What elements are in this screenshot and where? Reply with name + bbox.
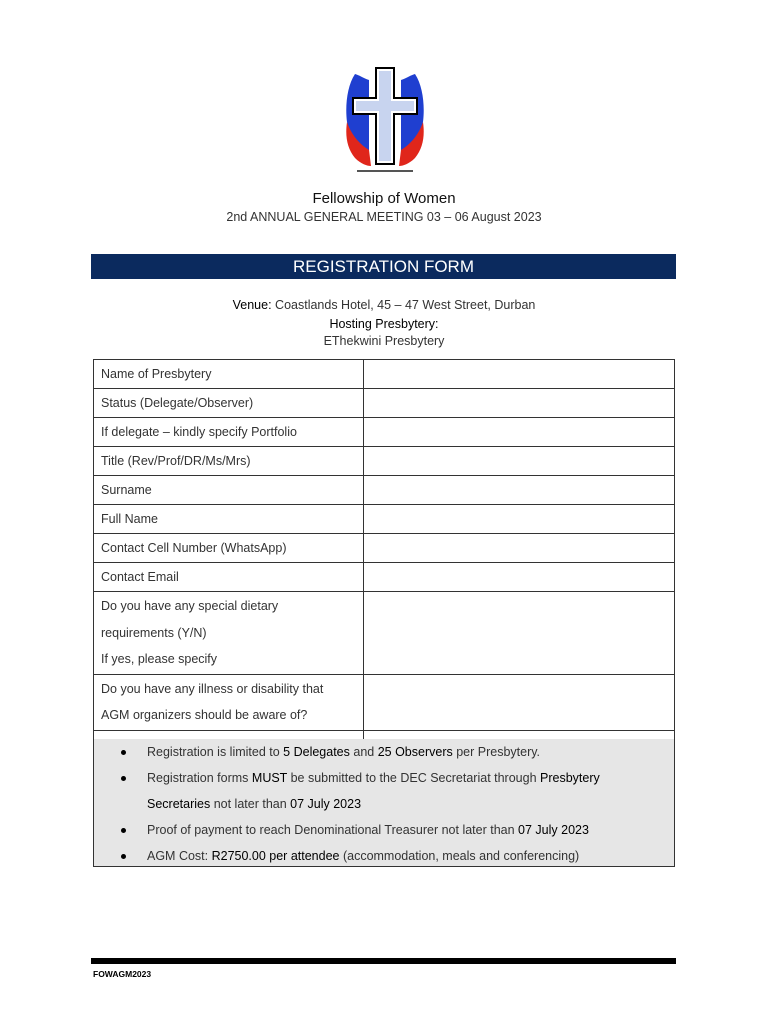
note-text: and [349, 745, 378, 759]
field-label-line: Do you have any illness or disability that [101, 681, 324, 696]
field-input-presbytery[interactable] [364, 360, 675, 389]
field-label-illness [94, 674, 364, 730]
note-emphasis: 07 July 2023 [290, 797, 362, 811]
field-label: Name of Presbytery [94, 360, 364, 389]
table-row [94, 534, 675, 563]
field-input-email[interactable] [364, 563, 675, 592]
field-input-title[interactable] [364, 447, 675, 476]
field-label-line: AGM organizers should be aware of? [101, 708, 308, 722]
table-row [94, 360, 675, 389]
note-item [94, 843, 674, 869]
table-row [94, 505, 675, 534]
registration-notes [93, 739, 675, 867]
venue-label: Venue: [232, 298, 272, 312]
note-text: Registration is limited to [147, 745, 284, 759]
table-row [94, 389, 675, 418]
table-row [94, 563, 675, 592]
venue-line [0, 298, 768, 312]
note-text: not later than [210, 797, 291, 811]
registration-table [93, 359, 675, 760]
field-input-portfolio[interactable] [364, 418, 675, 447]
footer-code: FOWAGM2023 [93, 969, 152, 979]
venue-value: Coastlands Hotel, 45 – 47 West Street, Durban [275, 298, 536, 312]
note-emphasis: 07 July 2023 [518, 823, 589, 837]
field-label-dietary [94, 592, 364, 675]
note-text: Proof of payment to reach Denominational Treasurer not later than [147, 823, 519, 837]
field-input-surname[interactable] [364, 476, 675, 505]
field-input-illness[interactable] [364, 674, 675, 730]
table-row [94, 592, 675, 675]
org-title: Fellowship of Women [312, 190, 456, 207]
note-text: AGM Cost: [147, 849, 212, 863]
field-label-line: requirements (Y/N) [101, 625, 207, 640]
note-emphasis: 5 Delegates [283, 745, 350, 759]
note-text: Registration forms [147, 771, 252, 785]
note-emphasis: Presbytery [540, 771, 600, 785]
agm-date-line: 2nd ANNUAL GENERAL MEETING 03 – 06 August 2023 [226, 210, 542, 224]
field-input-status[interactable] [364, 389, 675, 418]
hosting-value: EThekwini Presbytery [323, 334, 445, 348]
field-input-dietary[interactable] [364, 592, 675, 675]
note-text: (accommodation, meals and conferencing) [339, 849, 580, 863]
note-continuation [94, 791, 674, 817]
field-label-line: If yes, please specify [101, 652, 218, 666]
field-label: Status (Delegate/Observer) [94, 389, 364, 418]
table-row [94, 418, 675, 447]
note-emphasis: Secretaries [147, 797, 211, 811]
note-emphasis: MUST [251, 771, 288, 785]
form-banner: REGISTRATION FORM [91, 254, 676, 279]
hosting-label: Hosting Presbytery: [329, 317, 439, 331]
field-label: If delegate – kindly specify Portfolio [94, 418, 364, 447]
note-item [94, 739, 674, 765]
field-label: Title (Rev/Prof/DR/Ms/Mrs) [94, 447, 364, 476]
church-logo [343, 66, 427, 178]
footer-rule [91, 958, 676, 964]
table-row [94, 447, 675, 476]
note-text: per Presbytery. [452, 745, 541, 759]
note-emphasis: R2750.00 per attendee [211, 849, 340, 863]
field-label-line: Do you have any special dietary [101, 599, 279, 613]
field-label: Contact Email [94, 563, 364, 592]
note-emphasis: 25 Observers [377, 745, 453, 759]
table-row [94, 674, 675, 730]
field-label: Contact Cell Number (WhatsApp) [94, 534, 364, 563]
field-label: Surname [94, 476, 364, 505]
field-input-full-name[interactable] [364, 505, 675, 534]
table-row [94, 476, 675, 505]
note-text: be submitted to the DEC Secretariat through [287, 771, 541, 785]
note-item [94, 817, 674, 843]
note-item [94, 765, 674, 791]
field-input-cell-number[interactable] [364, 534, 675, 563]
field-label: Full Name [94, 505, 364, 534]
